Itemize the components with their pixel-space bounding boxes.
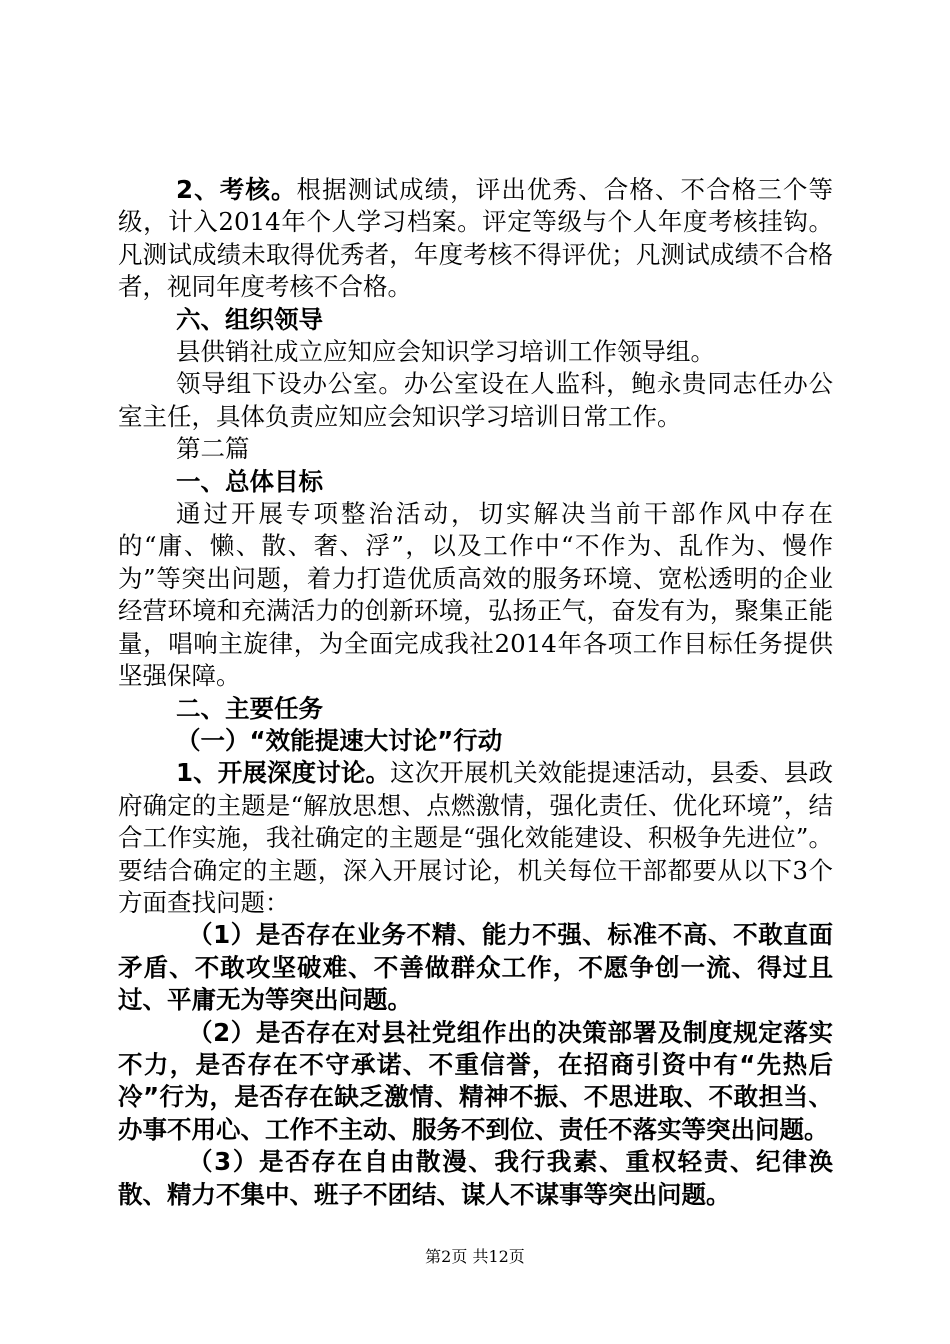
page-footer: 第2页 共12页: [425, 1247, 525, 1266]
section-heading-goal: 一、总体目标: [176, 466, 323, 496]
paragraph-text: 根据测试成绩，评出优秀、合格、不合格三个等级，计入2014年个人学习档案。评定等级与个人年度考核挂钩。凡测试成绩未取得优秀者，年度考核不得评优；凡测试成绩不合格者，视同年度考核不合格。: [118, 175, 834, 302]
list-item-3: （3）是否存在自由散漫、我行我素、重权轻责、纪律涣散、精力不集中、班子不团结、谋人不谋事等突出问题。: [118, 1147, 833, 1209]
paragraph-goal: 通过开展专项整治活动，切实解决当前干部作风中存在的“庸、懒、散、奢、浮”，以及工作中“不作为、乱作为、慢作为”等突出问题，着力打造优质高效的服务环境、宽松透明的企业经营环境和充满活力的创新环境，弘扬正气，奋发有为，聚集正能量，唱响主旋律，为全面完成我社2014年各项工作目标任务提供坚强保障。: [118, 499, 833, 691]
paragraph-leading-group: 县供销社成立应知应会知识学习培训工作领导组。: [176, 337, 715, 367]
paragraph-lead: 2、考核。: [176, 175, 297, 204]
document-body: [118, 174, 833, 1211]
subsection-heading-discussion: （一）“效能提速大讨论”行动: [176, 725, 503, 755]
list-item-2: （2）是否存在对县社党组作出的决策部署及制度规定落实不力，是否存在不守承诺、不重信誉，在招商引资中有“先热后冷”行为，是否存在缺乏激情、精神不振、不思进取、不敢担当、办事不用心、工作不主动、服务不到位、责任不落实等突出问题。: [118, 1017, 833, 1144]
list-item-1: （1）是否存在业务不精、能力不强、标准不高、不敢直面矛盾、不敢攻坚破难、不善做群众工作，不愿争创一流、得过且过、平庸无为等突出问题。: [118, 920, 833, 1015]
section-heading-tasks: 二、主要任务: [176, 693, 323, 723]
paragraph-lead: 1、开展深度讨论。: [176, 758, 391, 788]
paragraph-office: 领导组下设办公室。办公室设在人监科，鲍永贵同志任办公室主任，具体负责应知应会知识学习培训日常工作。: [118, 369, 833, 431]
section-heading-organization: 六、组织领导: [176, 304, 323, 334]
part-label: 第二篇: [176, 434, 250, 464]
paragraph-text: 这次开展机关效能提速活动，县委、县政府确定的主题是“解放思想、点燃激情，强化责任、优化环境”，结合工作实施，我社确定的主题是“强化效能建设、积极争先进位”。要结合确定的主题，深入开展讨论，机关每位干部都要从以下3个方面查找问题：: [118, 758, 834, 917]
paragraph-assessment: [118, 174, 833, 304]
paragraph-discussion: [118, 757, 833, 919]
